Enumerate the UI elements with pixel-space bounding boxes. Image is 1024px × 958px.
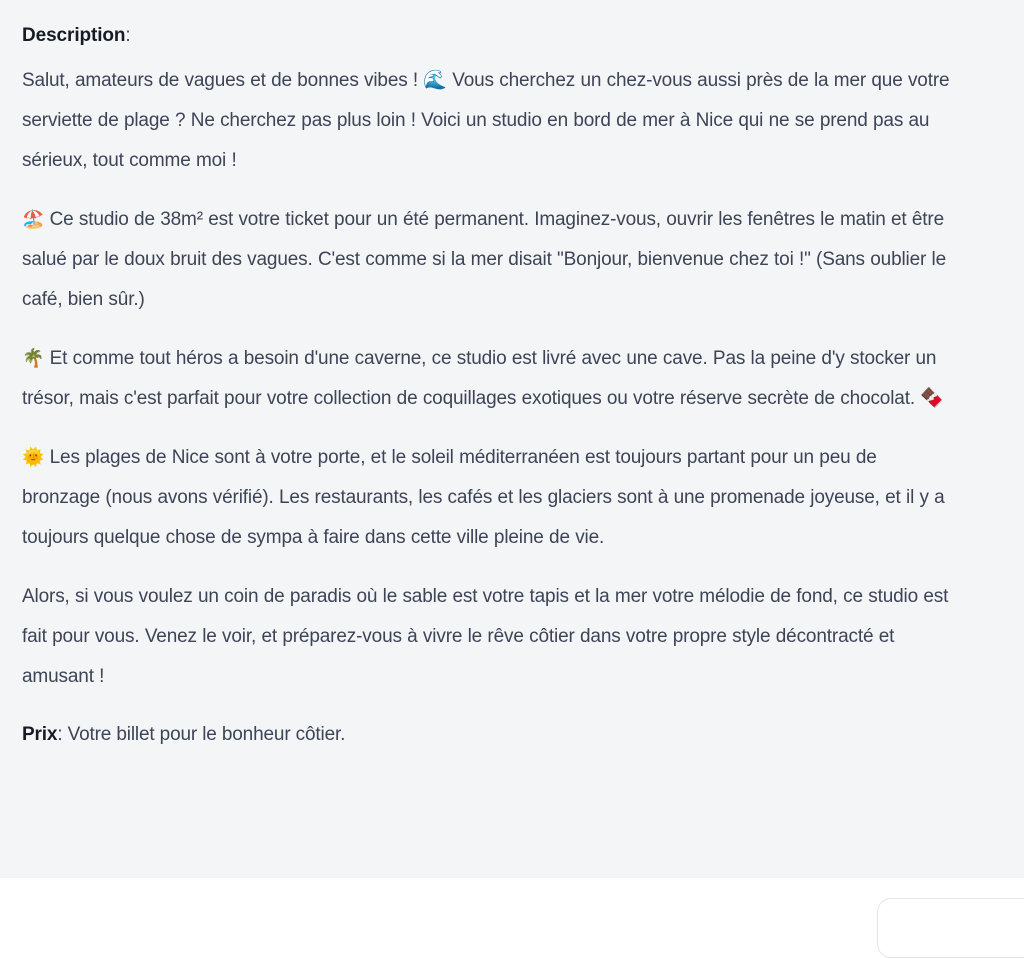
description-paragraph-1: Salut, amateurs de vagues et de bonnes vibes ! 🌊 Vous cherchez un chez-vous aussi près de la mer que votre serviette de plage ? Ne cherchez pas plus loin ! Voici un studio en bord de mer à Nice qui ne se prend pas au sérieux, tout comme moi ! [22,70,950,171]
description-label-colon: : [125,25,131,46]
description-label: Description [22,25,126,46]
price-line [22,697,954,751]
description-content [22,0,954,751]
description-paragraph-5: Alors, si vous voulez un coin de paradis où le sable est votre tapis et la mer votre mélodie de fond, ce studio est fait pour vous. Venez le voir, et préparez-vous à vivre le rêve côtier dans votre propre style décontracté et amusant ! [22,586,949,687]
price-label-colon: : [57,724,63,745]
description-paragraph-2 [22,200,954,320]
beach-with-umbrella-emoji: 🏖️ [22,209,45,230]
description-paragraph-3-text: Et comme tout héros a besoin d'une caverne, ce studio est livré avec une cave. Pas la peine d'y stocker un trésor, mais c'est parfait pour votre collection de coquillages exotiques ou votre réserve secrète de chocolat. 🍫 [22,348,944,409]
composer-box[interactable] [877,898,1024,958]
composer-input[interactable] [878,899,1024,957]
price-value: Votre billet pour le bonheur côtier. [67,724,346,745]
description-paragraph-4-text: Les plages de Nice sont à votre porte, et le soleil méditerranéen est toujours partant pour un peu de bronzage (nous avons vérifié). Les restaurants, les cafés et les glaciers sont à une promenade joyeuse, et il y a toujours quelque chose de sympa à faire dans cette ville pleine de vie. [22,447,945,548]
price-label: Prix [22,724,58,745]
description-paragraph-2-text: Ce studio de 38m² est votre ticket pour un été permanent. Imaginez-vous, ouvrir les fenêtres le matin et être salué par le doux bruit des vagues. C'est comme si la mer disait "Bonjour, bienvenue chez toi !" (Sans oublier le café, bien sûr.) [22,209,947,310]
sun-with-face-emoji: 🌞 [22,447,45,468]
description-paragraph-3 [22,339,954,419]
description-paragraph-4 [22,438,954,558]
palm-tree-emoji: 🌴 [22,348,45,369]
page-title [22,0,954,50]
